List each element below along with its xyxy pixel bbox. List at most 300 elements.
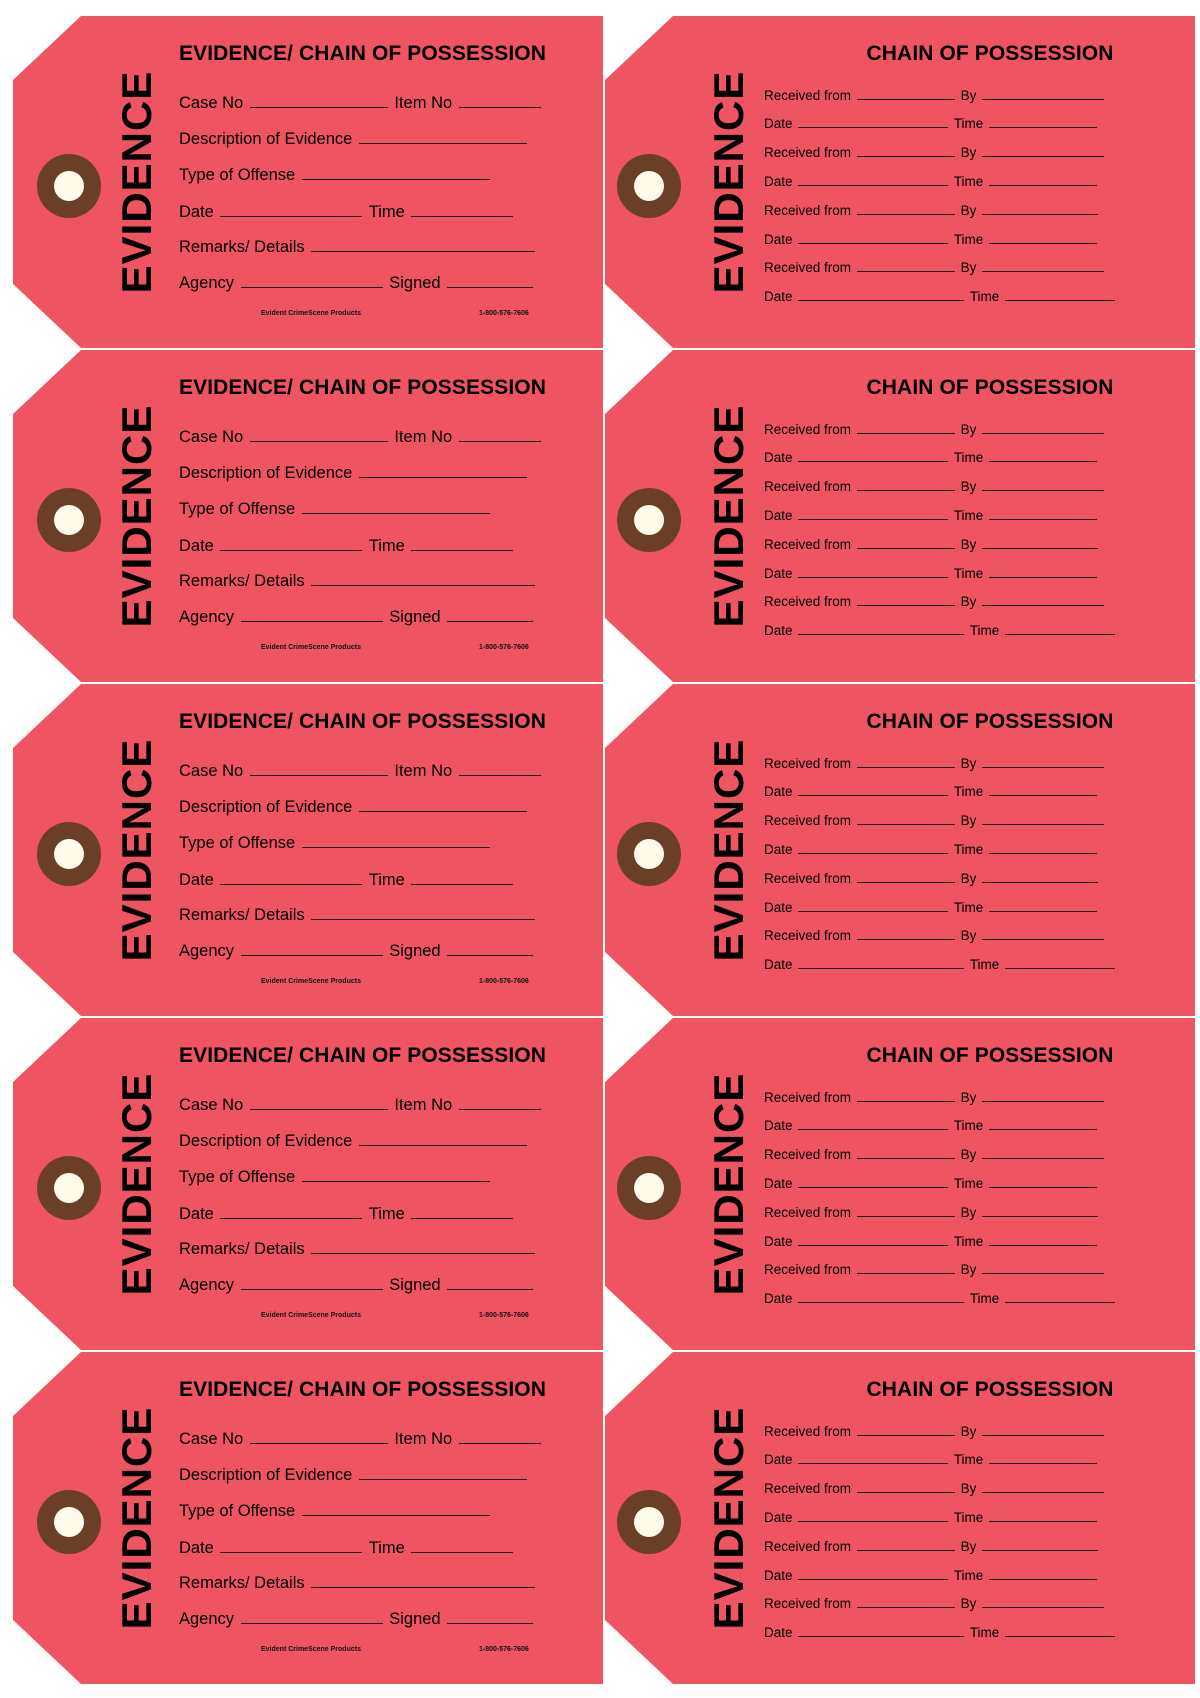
date-blank[interactable] xyxy=(798,909,948,912)
item-no-blank[interactable] xyxy=(459,1441,541,1444)
date-row-3 xyxy=(764,232,1099,247)
time-blank[interactable] xyxy=(411,1216,513,1219)
time-blank[interactable] xyxy=(989,1127,1097,1130)
description-label: Description of Evidence xyxy=(179,1466,353,1484)
date-row-3 xyxy=(764,1234,1099,1249)
received-from-label: Received from xyxy=(764,145,852,160)
tag-title: EVIDENCE/ CHAIN OF POSSESSION xyxy=(179,42,546,65)
date-blank[interactable] xyxy=(798,183,948,186)
date-blank[interactable] xyxy=(220,1550,362,1553)
tag-hole-grommet xyxy=(617,154,681,218)
by-label: By xyxy=(960,1424,977,1439)
date-label: Date xyxy=(764,450,793,465)
received-from-label: Received from xyxy=(764,1205,852,1220)
received-row-3 xyxy=(764,537,1100,552)
remarks-blank[interactable] xyxy=(311,917,535,920)
by-label: By xyxy=(960,756,977,771)
time-blank[interactable] xyxy=(989,1461,1097,1464)
tag-title: CHAIN OF POSSESSION xyxy=(866,710,1114,733)
by-blank[interactable] xyxy=(982,154,1104,157)
case-no-label: Case No xyxy=(179,428,244,446)
date-row-3 xyxy=(764,566,1099,581)
time-label: Time xyxy=(953,116,984,131)
time-label: Time xyxy=(953,1510,984,1525)
received-from-blank[interactable] xyxy=(857,1156,955,1159)
agency-blank[interactable] xyxy=(241,285,383,288)
remarks-label: Remarks/ Details xyxy=(179,572,305,590)
received-from-blank[interactable] xyxy=(857,431,955,434)
by-blank[interactable] xyxy=(982,431,1104,434)
received-row-3 xyxy=(764,1539,1100,1554)
offense-label: Type of Offense xyxy=(179,1502,296,1520)
agency-blank[interactable] xyxy=(241,1287,383,1290)
by-blank[interactable] xyxy=(982,1271,1104,1274)
date-blank[interactable] xyxy=(798,793,948,796)
time-blank[interactable] xyxy=(989,793,1097,796)
by-blank[interactable] xyxy=(982,1433,1104,1436)
by-blank[interactable] xyxy=(982,1548,1098,1551)
time-blank[interactable] xyxy=(1005,298,1115,301)
case-no-blank[interactable] xyxy=(250,105,388,108)
description-label: Description of Evidence xyxy=(179,130,353,148)
time-blank[interactable] xyxy=(989,459,1097,462)
date-label: Date xyxy=(179,203,214,221)
received-from-label: Received from xyxy=(764,1481,852,1496)
description-row xyxy=(179,1132,529,1151)
date-blank[interactable] xyxy=(798,298,964,301)
received-from-blank[interactable] xyxy=(857,1099,955,1102)
remarks-blank[interactable] xyxy=(311,1585,535,1588)
date-label: Date xyxy=(764,1510,793,1525)
received-row-1 xyxy=(764,756,1106,771)
time-label: Time xyxy=(368,1539,405,1557)
description-blank[interactable] xyxy=(359,1477,527,1480)
received-from-blank[interactable] xyxy=(857,1490,955,1493)
date-blank[interactable] xyxy=(798,1577,948,1580)
date-label: Date xyxy=(764,1568,793,1583)
date-blank[interactable] xyxy=(798,1634,964,1637)
remarks-blank[interactable] xyxy=(311,1251,535,1254)
date-blank[interactable] xyxy=(798,517,948,520)
signed-label: Signed xyxy=(389,942,441,960)
item-no-blank[interactable] xyxy=(459,105,541,108)
side-label: EVIDENCE xyxy=(113,1406,160,1630)
date-label: Date xyxy=(764,1452,793,1467)
signed-label: Signed xyxy=(389,608,441,626)
received-from-blank[interactable] xyxy=(857,1271,955,1274)
case-item-row xyxy=(179,428,543,447)
item-no-blank[interactable] xyxy=(459,439,541,442)
time-blank[interactable] xyxy=(411,1550,513,1553)
item-no-blank[interactable] xyxy=(459,773,541,776)
time-label: Time xyxy=(953,450,984,465)
description-row xyxy=(179,1466,529,1485)
received-row-3 xyxy=(764,1205,1100,1220)
time-blank[interactable] xyxy=(989,1519,1097,1522)
time-blank[interactable] xyxy=(989,1243,1097,1246)
item-no-blank[interactable] xyxy=(459,1107,541,1110)
offense-row xyxy=(179,166,492,185)
date-blank[interactable] xyxy=(220,882,362,885)
received-from-label: Received from xyxy=(764,1424,852,1439)
time-blank[interactable] xyxy=(989,125,1097,128)
time-label: Time xyxy=(368,871,405,889)
date-label: Date xyxy=(179,1205,214,1223)
offense-blank[interactable] xyxy=(302,845,490,848)
time-blank[interactable] xyxy=(411,214,513,217)
received-from-label: Received from xyxy=(764,88,852,103)
date-row-2 xyxy=(764,1176,1099,1191)
footer-phone: 1-800-576-7606 xyxy=(479,978,529,985)
received-row-3 xyxy=(764,203,1100,218)
time-label: Time xyxy=(953,1568,984,1583)
received-from-blank[interactable] xyxy=(857,765,955,768)
remarks-row xyxy=(179,1240,537,1259)
date-blank[interactable] xyxy=(220,1216,362,1219)
date-label: Date xyxy=(179,871,214,889)
date-blank[interactable] xyxy=(798,1243,948,1246)
by-blank[interactable] xyxy=(982,546,1098,549)
time-label: Time xyxy=(969,623,1000,638)
received-from-blank[interactable] xyxy=(857,546,955,549)
date-row-1 xyxy=(764,1452,1099,1467)
time-blank[interactable] xyxy=(411,882,513,885)
date-blank[interactable] xyxy=(798,1127,948,1130)
received-from-blank[interactable] xyxy=(857,97,955,100)
signed-blank[interactable] xyxy=(447,1287,533,1290)
signed-blank[interactable] xyxy=(447,285,533,288)
time-label: Time xyxy=(953,900,984,915)
case-item-row xyxy=(179,762,543,781)
agency-signed-row xyxy=(179,1276,535,1295)
received-row-2 xyxy=(764,145,1106,160)
received-row-4 xyxy=(764,1262,1106,1277)
date-blank[interactable] xyxy=(798,575,948,578)
date-label: Date xyxy=(764,508,793,523)
date-row-2 xyxy=(764,174,1099,189)
time-blank[interactable] xyxy=(989,909,1097,912)
date-label: Date xyxy=(764,289,793,304)
side-label: EVIDENCE xyxy=(113,738,160,962)
by-blank[interactable] xyxy=(982,488,1104,491)
time-label: Time xyxy=(953,784,984,799)
date-blank[interactable] xyxy=(798,1185,948,1188)
case-no-blank[interactable] xyxy=(250,1441,388,1444)
received-row-1 xyxy=(764,422,1106,437)
remarks-blank[interactable] xyxy=(311,249,535,252)
date-blank[interactable] xyxy=(798,1300,964,1303)
date-blank[interactable] xyxy=(798,632,964,635)
footer-phone: 1-800-576-7606 xyxy=(479,1312,529,1319)
by-label: By xyxy=(960,1596,977,1611)
date-blank[interactable] xyxy=(798,851,948,854)
time-blank[interactable] xyxy=(1005,1300,1115,1303)
date-label: Date xyxy=(764,232,793,247)
agency-signed-row xyxy=(179,274,535,293)
offense-blank[interactable] xyxy=(302,177,490,180)
case-item-row xyxy=(179,94,543,113)
remarks-row xyxy=(179,238,537,257)
date-label: Date xyxy=(764,116,793,131)
offense-blank[interactable] xyxy=(302,1179,490,1182)
date-label: Date xyxy=(764,1118,793,1133)
date-time-row xyxy=(179,203,515,222)
footer-phone: 1-800-576-7606 xyxy=(479,1646,529,1653)
time-label: Time xyxy=(368,1205,405,1223)
by-blank[interactable] xyxy=(982,822,1104,825)
date-time-row xyxy=(179,1539,515,1558)
received-from-label: Received from xyxy=(764,1262,852,1277)
tag-hole-grommet xyxy=(617,1156,681,1220)
by-blank[interactable] xyxy=(982,1605,1104,1608)
date-blank[interactable] xyxy=(798,241,948,244)
agency-signed-row xyxy=(179,942,535,961)
tag-title: CHAIN OF POSSESSION xyxy=(866,42,1114,65)
date-label: Date xyxy=(764,1625,793,1640)
date-label: Date xyxy=(764,1234,793,1249)
offense-row xyxy=(179,834,492,853)
remarks-row xyxy=(179,572,537,591)
received-row-4 xyxy=(764,1596,1106,1611)
description-blank[interactable] xyxy=(359,475,527,478)
case-no-label: Case No xyxy=(179,1430,244,1448)
date-time-row xyxy=(179,871,515,890)
time-label: Time xyxy=(953,232,984,247)
date-blank[interactable] xyxy=(798,1519,948,1522)
received-from-blank[interactable] xyxy=(857,1548,955,1551)
by-blank[interactable] xyxy=(982,97,1104,100)
date-blank[interactable] xyxy=(798,1461,948,1464)
signed-blank[interactable] xyxy=(447,619,533,622)
evidence-tag-front xyxy=(13,16,603,348)
remarks-row xyxy=(179,1574,537,1593)
item-no-label: Item No xyxy=(394,1096,453,1114)
footer-phone: 1-800-576-7606 xyxy=(479,644,529,651)
date-row-1 xyxy=(764,116,1099,131)
received-from-blank[interactable] xyxy=(857,1433,955,1436)
received-row-4 xyxy=(764,928,1106,943)
tag-hole-grommet xyxy=(37,1156,101,1220)
offense-blank[interactable] xyxy=(302,1513,490,1516)
date-row-4 xyxy=(764,957,1117,972)
date-row-2 xyxy=(764,508,1099,523)
date-label: Date xyxy=(764,1176,793,1191)
description-blank[interactable] xyxy=(359,809,527,812)
time-label: Time xyxy=(953,174,984,189)
date-blank[interactable] xyxy=(798,125,948,128)
time-blank[interactable] xyxy=(989,241,1097,244)
time-blank[interactable] xyxy=(411,548,513,551)
signed-blank[interactable] xyxy=(447,953,533,956)
received-from-blank[interactable] xyxy=(857,154,955,157)
time-blank[interactable] xyxy=(989,851,1097,854)
agency-blank[interactable] xyxy=(241,953,383,956)
date-label: Date xyxy=(764,174,793,189)
tag-title: CHAIN OF POSSESSION xyxy=(866,1378,1114,1401)
tag-hole-grommet xyxy=(617,488,681,552)
remarks-label: Remarks/ Details xyxy=(179,1574,305,1592)
remarks-blank[interactable] xyxy=(311,583,535,586)
time-label: Time xyxy=(368,537,405,555)
by-blank[interactable] xyxy=(982,1099,1104,1102)
time-blank[interactable] xyxy=(989,1577,1097,1580)
date-label: Date xyxy=(764,957,793,972)
by-blank[interactable] xyxy=(982,1156,1104,1159)
by-label: By xyxy=(960,260,977,275)
received-from-blank[interactable] xyxy=(857,212,955,215)
by-blank[interactable] xyxy=(982,880,1098,883)
time-label: Time xyxy=(953,842,984,857)
item-no-label: Item No xyxy=(394,94,453,112)
time-blank[interactable] xyxy=(1005,966,1115,969)
tag-title: EVIDENCE/ CHAIN OF POSSESSION xyxy=(179,1378,546,1401)
tag-hole-grommet xyxy=(37,1490,101,1554)
date-blank[interactable] xyxy=(798,966,964,969)
signed-blank[interactable] xyxy=(447,1621,533,1624)
time-label: Time xyxy=(953,566,984,581)
case-item-row xyxy=(179,1096,543,1115)
date-blank[interactable] xyxy=(220,548,362,551)
tag-hole-grommet xyxy=(617,822,681,886)
date-time-row xyxy=(179,1205,515,1224)
time-label: Time xyxy=(368,203,405,221)
tag-title: CHAIN OF POSSESSION xyxy=(866,376,1114,399)
received-from-blank[interactable] xyxy=(857,822,955,825)
description-row xyxy=(179,798,529,817)
agency-label: Agency xyxy=(179,608,235,626)
agency-blank[interactable] xyxy=(241,619,383,622)
date-blank[interactable] xyxy=(220,214,362,217)
date-row-4 xyxy=(764,289,1117,304)
time-label: Time xyxy=(969,289,1000,304)
time-blank[interactable] xyxy=(989,575,1097,578)
tag-hole-grommet xyxy=(37,822,101,886)
footer-phone: 1-800-576-7606 xyxy=(479,310,529,317)
received-from-blank[interactable] xyxy=(857,1214,955,1217)
case-no-blank[interactable] xyxy=(250,773,388,776)
remarks-label: Remarks/ Details xyxy=(179,906,305,924)
time-blank[interactable] xyxy=(1005,632,1115,635)
date-label: Date xyxy=(764,842,793,857)
time-blank[interactable] xyxy=(1005,1634,1115,1637)
received-row-4 xyxy=(764,594,1106,609)
evidence-tag-back xyxy=(605,350,1195,682)
by-blank[interactable] xyxy=(982,937,1104,940)
side-label: EVIDENCE xyxy=(705,1406,752,1630)
item-no-label: Item No xyxy=(394,762,453,780)
time-label: Time xyxy=(953,1176,984,1191)
by-label: By xyxy=(960,203,977,218)
received-from-label: Received from xyxy=(764,422,852,437)
by-label: By xyxy=(960,1539,977,1554)
offense-label: Type of Offense xyxy=(179,1168,296,1186)
by-blank[interactable] xyxy=(982,765,1104,768)
received-from-blank[interactable] xyxy=(857,1605,955,1608)
received-row-2 xyxy=(764,1147,1106,1162)
remarks-label: Remarks/ Details xyxy=(179,1240,305,1258)
date-blank[interactable] xyxy=(798,459,948,462)
case-no-blank[interactable] xyxy=(250,1107,388,1110)
signed-label: Signed xyxy=(389,1610,441,1628)
case-no-label: Case No xyxy=(179,94,244,112)
side-label: EVIDENCE xyxy=(705,404,752,628)
by-label: By xyxy=(960,813,977,828)
offense-label: Type of Offense xyxy=(179,500,296,518)
case-no-label: Case No xyxy=(179,762,244,780)
evidence-tag-back xyxy=(605,684,1195,1016)
by-label: By xyxy=(960,1205,977,1220)
time-blank[interactable] xyxy=(989,517,1097,520)
received-from-blank[interactable] xyxy=(857,269,955,272)
date-label: Date xyxy=(764,784,793,799)
time-label: Time xyxy=(953,1452,984,1467)
received-row-1 xyxy=(764,88,1106,103)
description-blank[interactable] xyxy=(359,1143,527,1146)
by-blank[interactable] xyxy=(982,212,1098,215)
received-from-label: Received from xyxy=(764,479,852,494)
side-label: EVIDENCE xyxy=(113,70,160,294)
agency-blank[interactable] xyxy=(241,1621,383,1624)
received-row-2 xyxy=(764,1481,1106,1496)
received-from-label: Received from xyxy=(764,928,852,943)
by-label: By xyxy=(960,1090,977,1105)
by-label: By xyxy=(960,479,977,494)
by-label: By xyxy=(960,145,977,160)
time-blank[interactable] xyxy=(989,1185,1097,1188)
evidence-tag-front xyxy=(13,684,603,1016)
by-blank[interactable] xyxy=(982,1490,1104,1493)
agency-label: Agency xyxy=(179,942,235,960)
received-from-blank[interactable] xyxy=(857,937,955,940)
description-blank[interactable] xyxy=(359,141,527,144)
side-label: EVIDENCE xyxy=(705,70,752,294)
received-row-2 xyxy=(764,479,1106,494)
received-from-blank[interactable] xyxy=(857,488,955,491)
by-blank[interactable] xyxy=(982,269,1104,272)
date-row-3 xyxy=(764,1568,1099,1583)
date-row-1 xyxy=(764,450,1099,465)
time-blank[interactable] xyxy=(989,183,1097,186)
footer-company: Evident CrimeScene Products xyxy=(261,1646,361,1653)
received-from-label: Received from xyxy=(764,203,852,218)
agency-label: Agency xyxy=(179,1276,235,1294)
date-label: Date xyxy=(179,1539,214,1557)
date-label: Date xyxy=(764,900,793,915)
date-time-row xyxy=(179,537,515,556)
tag-hole-grommet xyxy=(617,1490,681,1554)
date-row-4 xyxy=(764,1625,1117,1640)
received-from-blank[interactable] xyxy=(857,880,955,883)
date-label: Date xyxy=(764,1291,793,1306)
time-label: Time xyxy=(969,957,1000,972)
evidence-tag-front xyxy=(13,1018,603,1350)
by-blank[interactable] xyxy=(982,603,1104,606)
description-label: Description of Evidence xyxy=(179,798,353,816)
footer-company: Evident CrimeScene Products xyxy=(261,310,361,317)
tag-hole-grommet xyxy=(37,488,101,552)
by-blank[interactable] xyxy=(982,1214,1098,1217)
received-from-blank[interactable] xyxy=(857,603,955,606)
received-row-2 xyxy=(764,813,1106,828)
evidence-tag-back xyxy=(605,16,1195,348)
case-item-row xyxy=(179,1430,543,1449)
tag-hole-grommet xyxy=(37,154,101,218)
case-no-blank[interactable] xyxy=(250,439,388,442)
item-no-label: Item No xyxy=(394,1430,453,1448)
offense-blank[interactable] xyxy=(302,511,490,514)
date-label: Date xyxy=(764,623,793,638)
side-label: EVIDENCE xyxy=(113,1072,160,1296)
